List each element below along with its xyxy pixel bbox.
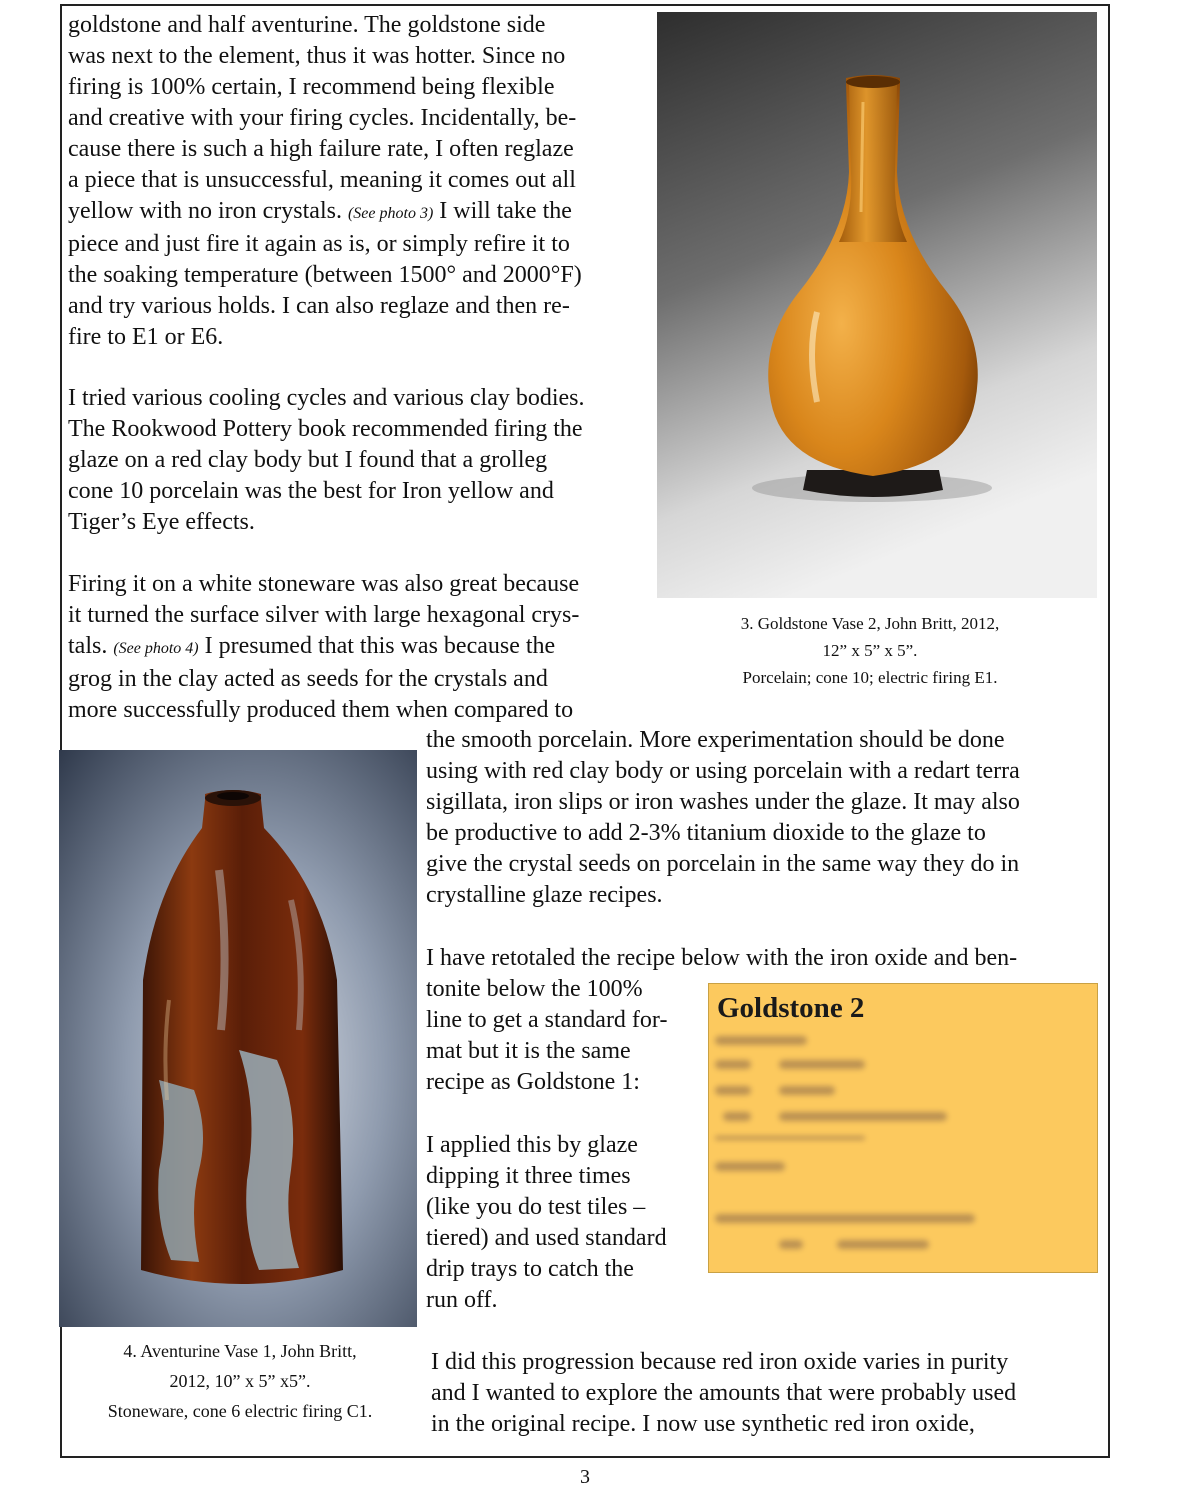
photo-4-caption xyxy=(62,1336,418,1426)
text-line: more successfully produced them when compared to xyxy=(68,697,574,723)
text-line: Firing it on a white stoneware was also great because xyxy=(68,571,580,597)
photo-3-caption xyxy=(660,610,1080,691)
text-line: and creative with your firing cycles. Incidentally, be- xyxy=(68,105,577,131)
recipe-box xyxy=(708,983,1098,1273)
text-line: give the crystal seeds on porcelain in the same way they do in xyxy=(426,851,1020,877)
paragraph-1 xyxy=(68,10,658,353)
text-line: I have retotaled the recipe below with the iron oxide and ben- xyxy=(426,945,1018,971)
blurred-recipe-line xyxy=(715,1214,975,1223)
orange-bottle-vase-photo xyxy=(657,12,1097,598)
text-line: using with red clay body or using porcelain with a redart terra xyxy=(426,758,1020,784)
aventurine-bottle-vase-photo xyxy=(59,750,417,1327)
text-line: it turned the surface silver with large hexagonal crys- xyxy=(68,602,580,628)
text-line: Tiger’s Eye effects. xyxy=(68,509,255,535)
blurred-recipe-line xyxy=(715,1136,865,1140)
text-line: a piece that is unsuccessful, meaning it comes out all xyxy=(68,167,576,193)
text-line: be productive to add 2-3% titanium dioxide to the glaze to xyxy=(426,820,986,846)
text-segment: tals. xyxy=(68,633,114,659)
text-line: crystalline glaze recipes. xyxy=(426,882,663,908)
text-line: line to get a standard for- xyxy=(426,1007,668,1033)
blurred-recipe-line xyxy=(715,1162,785,1171)
text-line: the smooth porcelain. More experimentation should be done xyxy=(426,727,1005,753)
paragraph-2 xyxy=(68,383,658,538)
caption-line: Porcelain; cone 10; electric firing E1. xyxy=(742,668,998,687)
blurred-recipe-line xyxy=(715,1086,751,1095)
text-line: firing is 100% certain, I recommend being flexible xyxy=(68,74,555,100)
caption-line: 4. Aventurine Vase 1, John Britt, xyxy=(123,1341,357,1361)
text-line: tonite below the 100% xyxy=(426,976,643,1002)
blurred-recipe-line xyxy=(723,1112,751,1121)
caption-line: 12” x 5” x 5”. xyxy=(822,641,918,660)
text-line: cone 10 porcelain was the best for Iron yellow and xyxy=(68,478,554,504)
caption-line: 2012, 10” x 5” x5”. xyxy=(169,1371,311,1391)
blurred-recipe-line xyxy=(779,1060,865,1069)
paragraph-3 xyxy=(68,569,658,726)
text-line: I applied this by glaze xyxy=(426,1132,638,1158)
text-line xyxy=(68,631,658,664)
text-line: the soaking temperature (between 1500° and 2000°F) xyxy=(68,262,582,288)
text-line: sigillata, iron slips or iron washes under the glaze. It may also xyxy=(426,789,1020,815)
text-line: (like you do test tiles – xyxy=(426,1194,646,1220)
text-line: grog in the clay acted as seeds for the crystals and xyxy=(68,666,548,692)
text-segment: yellow with no iron crystals. xyxy=(68,198,348,224)
text-segment: I will take the xyxy=(433,198,572,224)
text-line: fire to E1 or E6. xyxy=(68,324,224,350)
paragraph-6 xyxy=(431,1347,1106,1440)
blurred-recipe-line xyxy=(715,1036,807,1045)
text-line: I did this progression because red iron oxide varies in purity xyxy=(431,1349,1009,1375)
text-line: drip trays to catch the xyxy=(426,1256,634,1282)
text-line: goldstone and half aventurine. The goldstone side xyxy=(68,12,546,38)
photo-reference-note: (See photo 4) xyxy=(113,640,199,657)
text-line: dipping it three times xyxy=(426,1163,631,1189)
paragraph-4 xyxy=(426,943,1106,974)
page-number: 3 xyxy=(580,1466,590,1488)
recipe-title: Goldstone 2 xyxy=(717,992,865,1024)
text-line: and try various holds. I can also reglaze and then re- xyxy=(68,293,570,319)
text-line xyxy=(68,196,658,229)
paragraph-3-continued xyxy=(426,725,1106,911)
text-line: I tried various cooling cycles and various clay bodies. xyxy=(68,385,585,411)
caption-line: Stoneware, cone 6 electric firing C1. xyxy=(107,1401,373,1421)
blurred-recipe-line xyxy=(779,1240,803,1249)
text-line: in the original recipe. I now use synthetic red iron oxide, xyxy=(431,1411,975,1437)
text-line: recipe as Goldstone 1: xyxy=(426,1069,640,1095)
text-segment: I presumed that this was because the xyxy=(198,633,556,659)
text-line: run off. xyxy=(426,1287,498,1313)
text-line: mat but it is the same xyxy=(426,1038,631,1064)
paragraph-4-narrow xyxy=(426,974,706,1098)
blurred-recipe-line xyxy=(779,1112,947,1121)
text-line: was next to the element, thus it was hotter. Since no xyxy=(68,43,566,69)
caption-line: 3. Goldstone Vase 2, John Britt, 2012, xyxy=(740,614,1000,633)
text-line: and I wanted to explore the amounts that were probably used xyxy=(431,1380,1017,1406)
blurred-recipe-line xyxy=(837,1240,929,1249)
text-line: The Rookwood Pottery book recommended firing the xyxy=(68,416,583,442)
text-line: glaze on a red clay body but I found that a grolleg xyxy=(68,447,548,473)
paragraph-5 xyxy=(426,1130,706,1316)
blurred-recipe-line xyxy=(715,1060,751,1069)
photo-reference-note: (See photo 3) xyxy=(347,205,434,222)
text-line: tiered) and used standard xyxy=(426,1225,667,1251)
text-line: cause there is such a high failure rate, I often reglaze xyxy=(68,136,574,162)
blurred-recipe-line xyxy=(779,1086,835,1095)
text-line: piece and just fire it again as is, or simply refire it to xyxy=(68,231,570,257)
